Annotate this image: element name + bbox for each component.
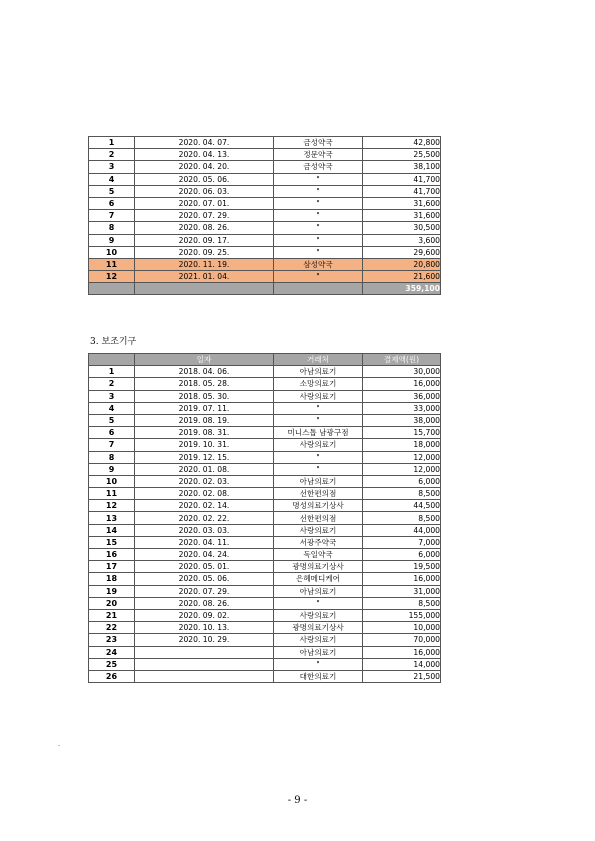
cell-no: 13 xyxy=(89,512,135,524)
cell-place: 광명의료기상사 xyxy=(274,622,363,634)
cell-no: 10 xyxy=(89,475,135,487)
cell-place: 사랑의료기 xyxy=(274,634,363,646)
cell-date: 2020. 06. 03. xyxy=(135,185,274,197)
table-row xyxy=(89,414,441,426)
cell-amount: 31,600 xyxy=(363,197,441,209)
cell-date xyxy=(135,658,274,670)
cell-place: 금성약국 xyxy=(274,161,363,173)
cell-place: " xyxy=(274,451,363,463)
cell-amount: 12,000 xyxy=(363,451,441,463)
cell-date: 2020. 03. 03. xyxy=(135,524,274,536)
table-header-row xyxy=(89,354,441,366)
table-row xyxy=(89,634,441,646)
cell-place: " xyxy=(274,597,363,609)
header-date: 일자 xyxy=(135,354,274,366)
cell-amount: 70,000 xyxy=(363,634,441,646)
cell-date: 2020. 04. 11. xyxy=(135,536,274,548)
assistive-device-expense-table xyxy=(88,353,441,683)
table-row xyxy=(89,475,441,487)
cell-place: 금성약국 xyxy=(274,137,363,149)
cell-amount: 3,600 xyxy=(363,234,441,246)
table-row xyxy=(89,234,441,246)
cell-no: 4 xyxy=(89,402,135,414)
cell-place: 사랑의료기 xyxy=(274,524,363,536)
cell-place: " xyxy=(274,234,363,246)
cell-no: 17 xyxy=(89,561,135,573)
cell-place: 사랑의료기 xyxy=(274,609,363,621)
cell-place: 독일약국 xyxy=(274,549,363,561)
cell-date: 2019. 10. 31. xyxy=(135,439,274,451)
cell-date: 2020. 04. 07. xyxy=(135,137,274,149)
cell-amount: 44,500 xyxy=(363,500,441,512)
cell-amount: 8,500 xyxy=(363,512,441,524)
total-empty-cell xyxy=(135,283,274,295)
cell-place: 정문약국 xyxy=(274,149,363,161)
cell-amount: 8,500 xyxy=(363,488,441,500)
cell-place: 삼성약국 xyxy=(274,258,363,270)
cell-date: 2020. 08. 26. xyxy=(135,222,274,234)
cell-date: 2020. 09. 17. xyxy=(135,234,274,246)
cell-no: 11 xyxy=(89,488,135,500)
table-row xyxy=(89,549,441,561)
pharmacy-expense-table xyxy=(88,136,441,295)
cell-date: 2018. 05. 30. xyxy=(135,390,274,402)
cell-date: 2020. 10. 13. xyxy=(135,622,274,634)
cell-place: 광명의료기상사 xyxy=(274,561,363,573)
cell-no: 2 xyxy=(89,378,135,390)
total-amount: 359,100 xyxy=(363,283,441,295)
cell-place: " xyxy=(274,246,363,258)
cell-date: 2020. 09. 25. xyxy=(135,246,274,258)
table-row xyxy=(89,561,441,573)
cell-date: 2020. 07. 29. xyxy=(135,585,274,597)
cell-amount: 14,000 xyxy=(363,658,441,670)
cell-date xyxy=(135,670,274,682)
total-empty-cell xyxy=(274,283,363,295)
cell-amount: 18,000 xyxy=(363,439,441,451)
cell-amount: 8,500 xyxy=(363,597,441,609)
table-row xyxy=(89,463,441,475)
cell-amount: 31,000 xyxy=(363,585,441,597)
table-row xyxy=(89,378,441,390)
table-row xyxy=(89,197,441,209)
cell-amount: 42,800 xyxy=(363,137,441,149)
cell-place: 사랑의료기 xyxy=(274,439,363,451)
cell-place: " xyxy=(274,402,363,414)
cell-no: 9 xyxy=(89,234,135,246)
cell-place: " xyxy=(274,185,363,197)
cell-no: 26 xyxy=(89,670,135,682)
cell-date: 2018. 04. 06. xyxy=(135,366,274,378)
cell-amount: 33,000 xyxy=(363,402,441,414)
cell-date: 2019. 12. 15. xyxy=(135,451,274,463)
cell-no: 3 xyxy=(89,390,135,402)
cell-place: " xyxy=(274,222,363,234)
cell-date: 2020. 07. 29. xyxy=(135,210,274,222)
table-row xyxy=(89,402,441,414)
cell-no: 7 xyxy=(89,439,135,451)
cell-place: " xyxy=(274,210,363,222)
cell-no: 1 xyxy=(89,137,135,149)
cell-amount: 44,000 xyxy=(363,524,441,536)
cell-date: 2021. 01. 04. xyxy=(135,271,274,283)
cell-amount: 30,500 xyxy=(363,222,441,234)
total-empty-cell xyxy=(89,283,135,295)
cell-amount: 25,500 xyxy=(363,149,441,161)
cell-place: " xyxy=(274,173,363,185)
cell-date: 2020. 04. 13. xyxy=(135,149,274,161)
cell-date xyxy=(135,646,274,658)
cell-date: 2020. 08. 26. xyxy=(135,597,274,609)
cell-no: 22 xyxy=(89,622,135,634)
stray-mark: - xyxy=(58,742,61,749)
cell-date: 2020. 02. 03. xyxy=(135,475,274,487)
cell-place: 아남의료기 xyxy=(274,366,363,378)
cell-amount: 30,000 xyxy=(363,366,441,378)
table-row xyxy=(89,585,441,597)
table-row xyxy=(89,573,441,585)
cell-date: 2020. 02. 22. xyxy=(135,512,274,524)
cell-place: 선한편의점 xyxy=(274,488,363,500)
cell-no: 12 xyxy=(89,500,135,512)
section-title-assistive-devices: 3. 보조기구 xyxy=(90,337,137,347)
table-row xyxy=(89,512,441,524)
cell-amount: 16,000 xyxy=(363,573,441,585)
cell-no: 5 xyxy=(89,414,135,426)
cell-place: 은혜메디케어 xyxy=(274,573,363,585)
cell-amount: 19,500 xyxy=(363,561,441,573)
cell-place: 서광주약국 xyxy=(274,536,363,548)
cell-date: 2020. 05. 01. xyxy=(135,561,274,573)
cell-no: 6 xyxy=(89,197,135,209)
total-row xyxy=(89,283,441,295)
table-row xyxy=(89,258,441,270)
cell-place: " xyxy=(274,658,363,670)
table-row xyxy=(89,161,441,173)
cell-no: 8 xyxy=(89,451,135,463)
table-row xyxy=(89,439,441,451)
cell-no: 1 xyxy=(89,366,135,378)
cell-amount: 41,700 xyxy=(363,173,441,185)
cell-no: 16 xyxy=(89,549,135,561)
cell-date: 2020. 11. 19. xyxy=(135,258,274,270)
cell-amount: 16,000 xyxy=(363,646,441,658)
cell-amount: 15,700 xyxy=(363,427,441,439)
cell-date: 2020. 07. 01. xyxy=(135,197,274,209)
table-row xyxy=(89,210,441,222)
cell-amount: 38,000 xyxy=(363,414,441,426)
table-row xyxy=(89,646,441,658)
cell-no: 5 xyxy=(89,185,135,197)
table-row xyxy=(89,427,441,439)
cell-date: 2020. 01. 08. xyxy=(135,463,274,475)
cell-no: 7 xyxy=(89,210,135,222)
cell-place: 선한편의점 xyxy=(274,512,363,524)
cell-amount: 16,000 xyxy=(363,378,441,390)
cell-date: 2019. 08. 31. xyxy=(135,427,274,439)
cell-no: 12 xyxy=(89,271,135,283)
cell-place: " xyxy=(274,463,363,475)
cell-place: 대한의료기 xyxy=(274,670,363,682)
cell-no: 23 xyxy=(89,634,135,646)
cell-amount: 38,100 xyxy=(363,161,441,173)
cell-no: 24 xyxy=(89,646,135,658)
cell-no: 6 xyxy=(89,427,135,439)
cell-no: 4 xyxy=(89,173,135,185)
cell-no: 19 xyxy=(89,585,135,597)
cell-date: 2019. 07. 11. xyxy=(135,402,274,414)
table-row xyxy=(89,488,441,500)
page-number: - 9 - xyxy=(287,795,308,806)
table-row xyxy=(89,173,441,185)
cell-amount: 155,000 xyxy=(363,609,441,621)
cell-date: 2020. 09. 02. xyxy=(135,609,274,621)
cell-amount: 41,700 xyxy=(363,185,441,197)
cell-no: 25 xyxy=(89,658,135,670)
cell-no: 20 xyxy=(89,597,135,609)
cell-place: 사랑의료기 xyxy=(274,390,363,402)
table-row xyxy=(89,246,441,258)
cell-date: 2019. 08. 19. xyxy=(135,414,274,426)
table-row xyxy=(89,670,441,682)
cell-place: 소망의료기 xyxy=(274,378,363,390)
table-row xyxy=(89,149,441,161)
table-row xyxy=(89,658,441,670)
table-row xyxy=(89,597,441,609)
cell-amount: 20,800 xyxy=(363,258,441,270)
cell-date: 2020. 05. 06. xyxy=(135,573,274,585)
assistive-device-rows xyxy=(89,366,441,683)
cell-amount: 36,000 xyxy=(363,390,441,402)
table-row xyxy=(89,137,441,149)
cell-place: " xyxy=(274,414,363,426)
cell-place: 아남의료기 xyxy=(274,475,363,487)
header-amount: 결제액(원) xyxy=(363,354,441,366)
cell-date: 2020. 02. 14. xyxy=(135,500,274,512)
table-row xyxy=(89,622,441,634)
cell-date: 2020. 05. 06. xyxy=(135,173,274,185)
cell-no: 10 xyxy=(89,246,135,258)
cell-amount: 21,600 xyxy=(363,271,441,283)
cell-date: 2020. 04. 24. xyxy=(135,549,274,561)
table-row xyxy=(89,609,441,621)
table-row xyxy=(89,536,441,548)
cell-amount: 29,600 xyxy=(363,246,441,258)
cell-no: 2 xyxy=(89,149,135,161)
header-no xyxy=(89,354,135,366)
cell-amount: 21,500 xyxy=(363,670,441,682)
cell-place: " xyxy=(274,271,363,283)
cell-amount: 7,000 xyxy=(363,536,441,548)
table-row xyxy=(89,524,441,536)
table-row xyxy=(89,366,441,378)
cell-no: 21 xyxy=(89,609,135,621)
cell-amount: 10,000 xyxy=(363,622,441,634)
cell-no: 8 xyxy=(89,222,135,234)
cell-place: 명성의료기상사 xyxy=(274,500,363,512)
cell-date: 2020. 04. 20. xyxy=(135,161,274,173)
cell-no: 14 xyxy=(89,524,135,536)
cell-amount: 31,600 xyxy=(363,210,441,222)
table-row xyxy=(89,390,441,402)
table-row xyxy=(89,500,441,512)
pharmacy-expense-rows xyxy=(89,137,441,295)
cell-no: 9 xyxy=(89,463,135,475)
table-row xyxy=(89,222,441,234)
cell-date: 2020. 02. 08. xyxy=(135,488,274,500)
cell-place: " xyxy=(274,197,363,209)
header-place: 거래처 xyxy=(274,354,363,366)
cell-amount: 6,000 xyxy=(363,549,441,561)
cell-no: 15 xyxy=(89,536,135,548)
cell-no: 11 xyxy=(89,258,135,270)
cell-no: 3 xyxy=(89,161,135,173)
cell-place: 아남의료기 xyxy=(274,585,363,597)
cell-amount: 6,000 xyxy=(363,475,441,487)
cell-date: 2020. 10. 29. xyxy=(135,634,274,646)
cell-amount: 12,000 xyxy=(363,463,441,475)
cell-no: 18 xyxy=(89,573,135,585)
table-row xyxy=(89,185,441,197)
cell-date: 2018. 05. 28. xyxy=(135,378,274,390)
table-row xyxy=(89,271,441,283)
table-row xyxy=(89,451,441,463)
cell-place: 아남의료기 xyxy=(274,646,363,658)
cell-place: 미니스톱 남광구점 xyxy=(274,427,363,439)
